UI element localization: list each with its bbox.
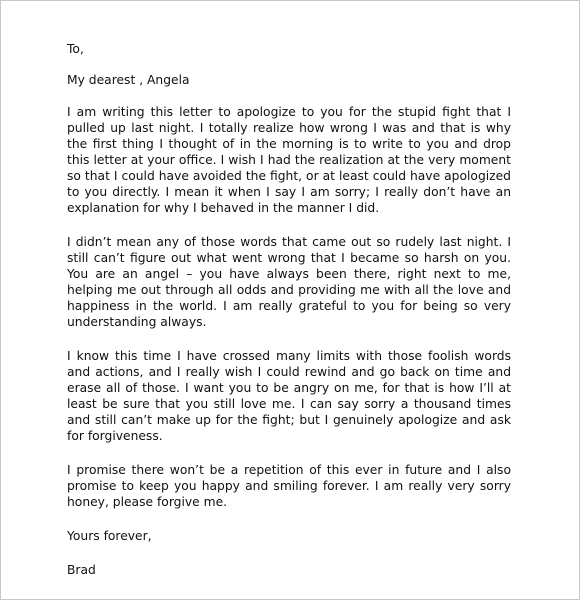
paragraph-apology: I am writing this letter to apologize to you for the stupid fight that I pulled up last night. I totally realize how wrong I was and that is why the first thing I thought of in the morning is to write to you and drop this letter at your office. I wish I had the realization at the very moment so that I could have avoided the fight, or at least could have apologized to you directly. I mean it when I say I am sorry; I really don’t have an explanation for why I behaved in the manner I did.: [67, 105, 511, 215]
paragraph-promise: I promise there won’t be a repetition of this ever in future and I also promise to keep you happy and smiling forever. I am really very sorry honey, please forgive me.: [67, 463, 511, 509]
letter-body: [67, 41, 511, 578]
closing: Yours forever,: [67, 529, 152, 543]
paragraph-forgiveness: I know this time I have crossed many limits with those foolish words and actions, and I really wish I could rewind and go back on time and erase all of those. I want you to be angry on me, for that is how I’ll at least be sure that you still love me. I can say sorry a thousand times and still can’t make up for the fight; but I genuinely apologize and ask for forgiveness.: [67, 349, 511, 443]
salutation: My dearest , Angela: [67, 73, 190, 87]
paragraph-regret: I didn’t mean any of those words that came out so rudely last night. I still can’t figure out what went wrong that I became so harsh on you. You are an angel – you have always been there, right next to me, helping me out through all odds and providing me with all the love and happiness in the world. I am really grateful to you for being so very understanding always.: [67, 235, 511, 329]
signature: Brad: [67, 563, 96, 577]
to-line: To,: [67, 42, 84, 56]
